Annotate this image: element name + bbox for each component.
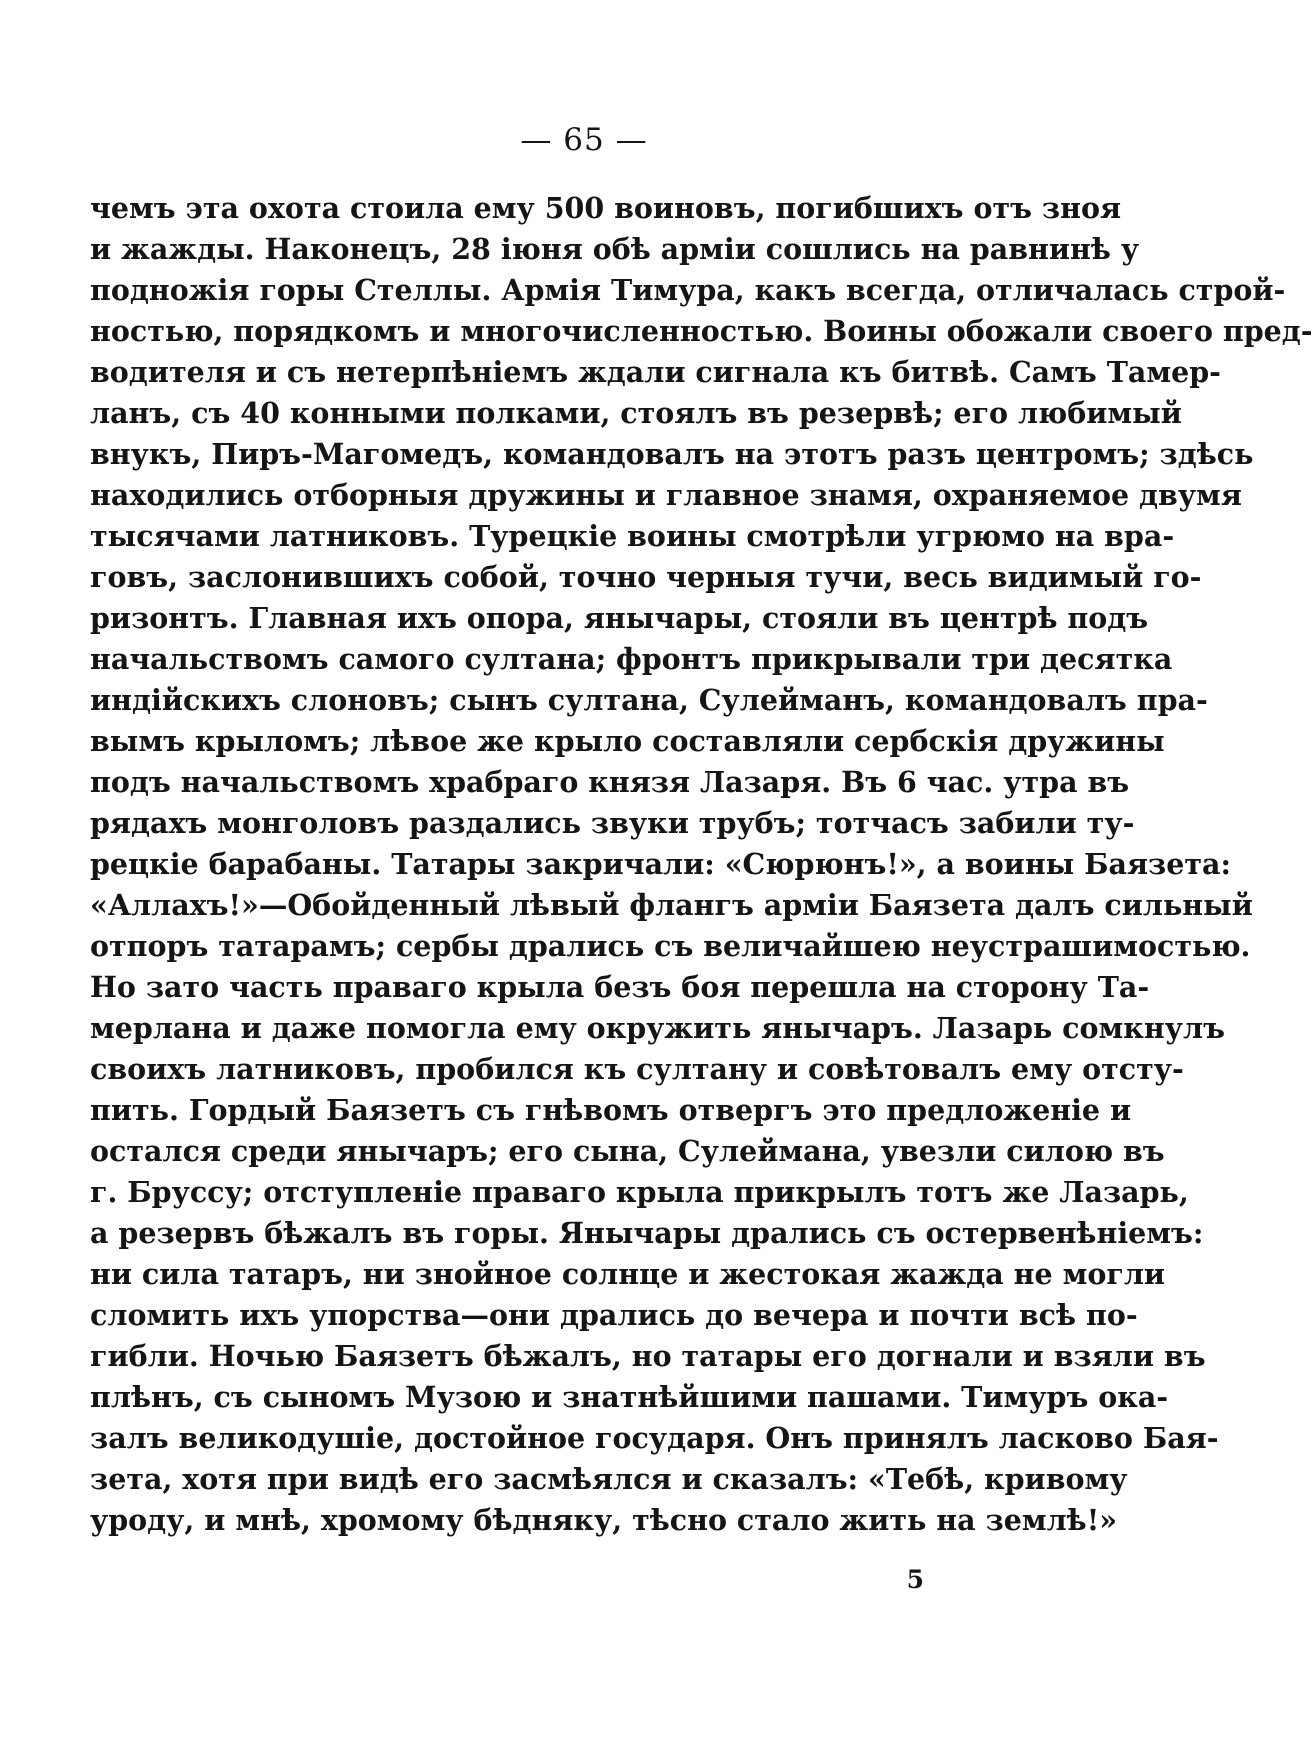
- text-line: пить. Гордый Баязетъ съ гнѣвомъ отвергъ это предложеніе и: [90, 1093, 1132, 1127]
- page-number: — 65 —: [520, 122, 648, 158]
- text-line: индійскихъ слоновъ; сынъ султана, Сулейманъ, командовалъ пра-: [90, 683, 1208, 717]
- text-line: залъ великодушіе, достойное государя. Онъ принялъ ласково Бая-: [90, 1421, 1219, 1455]
- text-line: остался среди янычаръ; его сына, Сулеймана, увезли силою въ: [90, 1134, 1165, 1168]
- text-line: гибли. Ночью Баязетъ бѣжалъ, но татары его догнали и взяли въ: [90, 1339, 1206, 1373]
- text-line: сломить ихъ упорства—они дрались до вечера и почти всѣ по-: [90, 1298, 1138, 1332]
- text-line: плѣнъ, съ сыномъ Музою и знатнѣйшими пашами. Тимуръ ока-: [90, 1380, 1169, 1414]
- text-line: внукъ, Пиръ-Магомедъ, командовалъ на этотъ разъ центромъ; здѣсь: [90, 437, 1254, 471]
- text-line: а резервъ бѣжалъ въ горы. Янычары дрались съ остервенѣніемъ:: [90, 1216, 1204, 1250]
- text-line: подножія горы Стеллы. Армія Тимура, какъ всегда, отличалась строй-: [90, 273, 1286, 307]
- text-line: подъ начальствомъ храбраго князя Лазаря. Въ 6 час. утра въ: [90, 765, 1130, 799]
- text-line: ностью, порядкомъ и многочисленностью. Воины обожали своего пред-: [90, 314, 1313, 348]
- text-line: водителя и съ нетерпѣніемъ ждали сигнала къ битвѣ. Самъ Тамер-: [90, 355, 1222, 389]
- text-line: г. Бруссу; отступленіе праваго крыла прикрылъ тотъ же Лазарь,: [90, 1175, 1189, 1209]
- text-line: тысячами латниковъ. Турецкіе воины смотрѣли угрюмо на вра-: [90, 519, 1175, 553]
- text-line: ризонтъ. Главная ихъ опора, янычары, стояли въ центрѣ подъ: [90, 601, 1149, 635]
- text-line: начальствомъ самого султана; фронтъ прикрывали три десятка: [90, 642, 1173, 676]
- text-line: говъ, заслонившихъ собой, точно черныя тучи, весь видимый го-: [90, 560, 1202, 594]
- text-line: находились отборныя дружины и главное знамя, охраняемое двумя: [90, 478, 1242, 512]
- text-line: мерлана и даже помогла ему окружить янычаръ. Лазарь сомкнулъ: [90, 1011, 1225, 1045]
- text-line: зета, хотя при видѣ его засмѣялся и сказалъ: «Тебѣ, кривому: [90, 1462, 1128, 1496]
- text-line: рядахъ монголовъ раздались звуки трубъ; тотчасъ забили ту-: [90, 806, 1135, 840]
- signature-mark: 5: [906, 1565, 924, 1594]
- text-line: вымъ крыломъ; лѣвое же крыло составляли сербскія дружины: [90, 724, 1165, 758]
- text-line: Но зато часть праваго крыла безъ боя перешла на сторону Та-: [90, 970, 1150, 1004]
- text-line: уроду, и мнѣ, хромому бѣдняку, тѣсно стало жить на землѣ!»: [90, 1503, 1118, 1537]
- text-line: «Аллахъ!»—Обойденный лѣвый флангъ арміи Баязета далъ сильный: [90, 888, 1253, 922]
- text-line: своихъ латниковъ, пробился къ султану и совѣтовалъ ему отсту-: [90, 1052, 1184, 1086]
- text-line: отпоръ татарамъ; сербы дрались съ величайшею неустрашимостью.: [90, 929, 1251, 963]
- text-line: рецкіе барабаны. Татары закричали: «Сюрюнъ!», а воины Баязета:: [90, 847, 1232, 881]
- body-text: [90, 188, 1313, 1541]
- text-line: и жажды. Наконецъ, 28 іюня обѣ арміи сошлись на равнинѣ у: [90, 232, 1140, 266]
- text-line: чемъ эта охота стоила ему 500 воиновъ, погибшихъ отъ зноя: [90, 191, 1122, 225]
- text-line: ни сила татаръ, ни знойное солнце и жестокая жажда не могли: [90, 1257, 1166, 1291]
- text-line: ланъ, съ 40 конными полками, стоялъ въ резервѣ; его любимый: [90, 396, 1182, 430]
